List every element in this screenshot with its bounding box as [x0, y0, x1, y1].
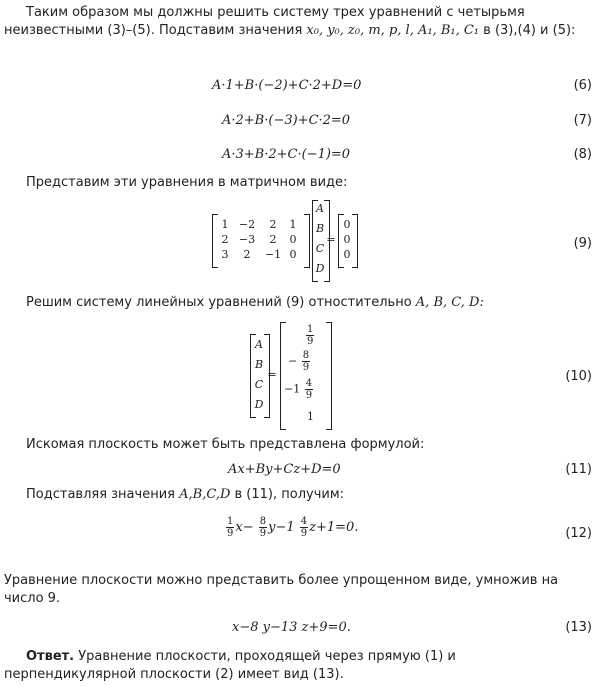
solution-value-d: 1 [307, 410, 314, 423]
equation-11-number: (11) [565, 462, 592, 477]
rhs-cell: 0 [343, 218, 351, 231]
matrix-cell: 1 [221, 218, 229, 231]
rhs-cell: 0 [343, 233, 351, 246]
equals-sign: = [267, 368, 277, 381]
solution-value-b: − $\frac{8}{9}$ [288, 350, 310, 373]
solution-value-c: −1 $\frac{4}{9}$ [284, 378, 313, 401]
matrix-cell: 2 [243, 248, 251, 261]
equation-11: Ax+By+Cz+D=0 [228, 462, 341, 477]
unknown-cell: B [315, 222, 325, 235]
matrix-cell: 1 [289, 218, 297, 231]
given-values: x₀, y₀, z₀, m, p, l, A₁, B₁, C₁ [306, 23, 480, 38]
bracket-left [280, 322, 286, 430]
equation-13: x−8 y−13 z+9=0. [232, 620, 351, 635]
answer-label: Ответ. [26, 649, 75, 664]
equation-10-number: (10) [565, 369, 592, 384]
equation-7: A·2+B·(−3)+C·2=0 [222, 113, 351, 128]
substitute-paragraph: Подставляя значения A,B,C,D в (11), получим: [26, 487, 345, 502]
equation-13-number: (13) [565, 620, 592, 635]
matrix-cell: 0 [289, 248, 297, 261]
matrix-cell: 2 [269, 233, 277, 246]
equation-12-number: (12) [565, 526, 592, 541]
matrix-intro-paragraph: Представим эти уравнения в матричном виде: [26, 175, 348, 190]
equation-9-number: (9) [573, 236, 592, 251]
solution-value-a: $\frac{1}{9}$ [307, 324, 314, 347]
matrix-equation-9 [212, 200, 362, 282]
equation-6-number: (6) [573, 78, 592, 93]
equation-12: $\frac{1}{9}$ x− $\frac{8}{9}$ y−1 $\frac{4}{9}$ z+1=0. [227, 516, 359, 539]
equation-7-number: (7) [573, 113, 592, 128]
matrix-cell: 2 [221, 233, 229, 246]
matrix-cell: −2 [238, 218, 256, 231]
unknown-cell: D [315, 262, 325, 275]
equation-8: A·3+B·2+C·(−1)=0 [222, 147, 351, 162]
unknown-cell: A [316, 202, 324, 215]
matrix-cell: 2 [269, 218, 277, 231]
solution-equation-10 [250, 322, 340, 432]
solve-paragraph: Решим систему линейных уравнений (9) отностительно A, B, C, D: [26, 295, 484, 310]
equals-sign: = [326, 233, 336, 246]
answer-paragraph: Ответ. Уравнение плоскости, проходящей через прямую (1) и перпендикулярной плоскости (2) имеет вид (13). [4, 649, 456, 682]
matrix-cell: −1 [264, 248, 282, 261]
simplify-paragraph: Уравнение плоскости можно представить более упрощенном виде, умножив на число 9. [4, 573, 559, 606]
plane-formula-paragraph: Искомая плоскость может быть представлена формулой: [26, 437, 425, 452]
unknown-cell: D [254, 398, 264, 411]
unknown-cell: C [254, 378, 264, 391]
matrix-cell: −3 [238, 233, 256, 246]
intro-paragraph: Таким образом мы должны решить систему трех уравнений с четырьмя неизвестными (3)–(5). Подставим значения x₀, y₀, z₀, m, p, l, A₁, B₁, C₁ в (3),(4) и (5): [4, 5, 576, 38]
bracket-right [326, 322, 332, 430]
unknown-cell: A [255, 338, 263, 351]
equation-8-number: (8) [573, 147, 592, 162]
matrix-cell: 0 [289, 233, 297, 246]
matrix-cell: 3 [221, 248, 229, 261]
equation-6: A·1+B·(−2)+C·2+D=0 [212, 78, 362, 93]
unknown-cell: B [254, 358, 264, 371]
bracket-right [304, 214, 310, 268]
rhs-cell: 0 [343, 248, 351, 261]
unknown-cell: C [315, 242, 325, 255]
